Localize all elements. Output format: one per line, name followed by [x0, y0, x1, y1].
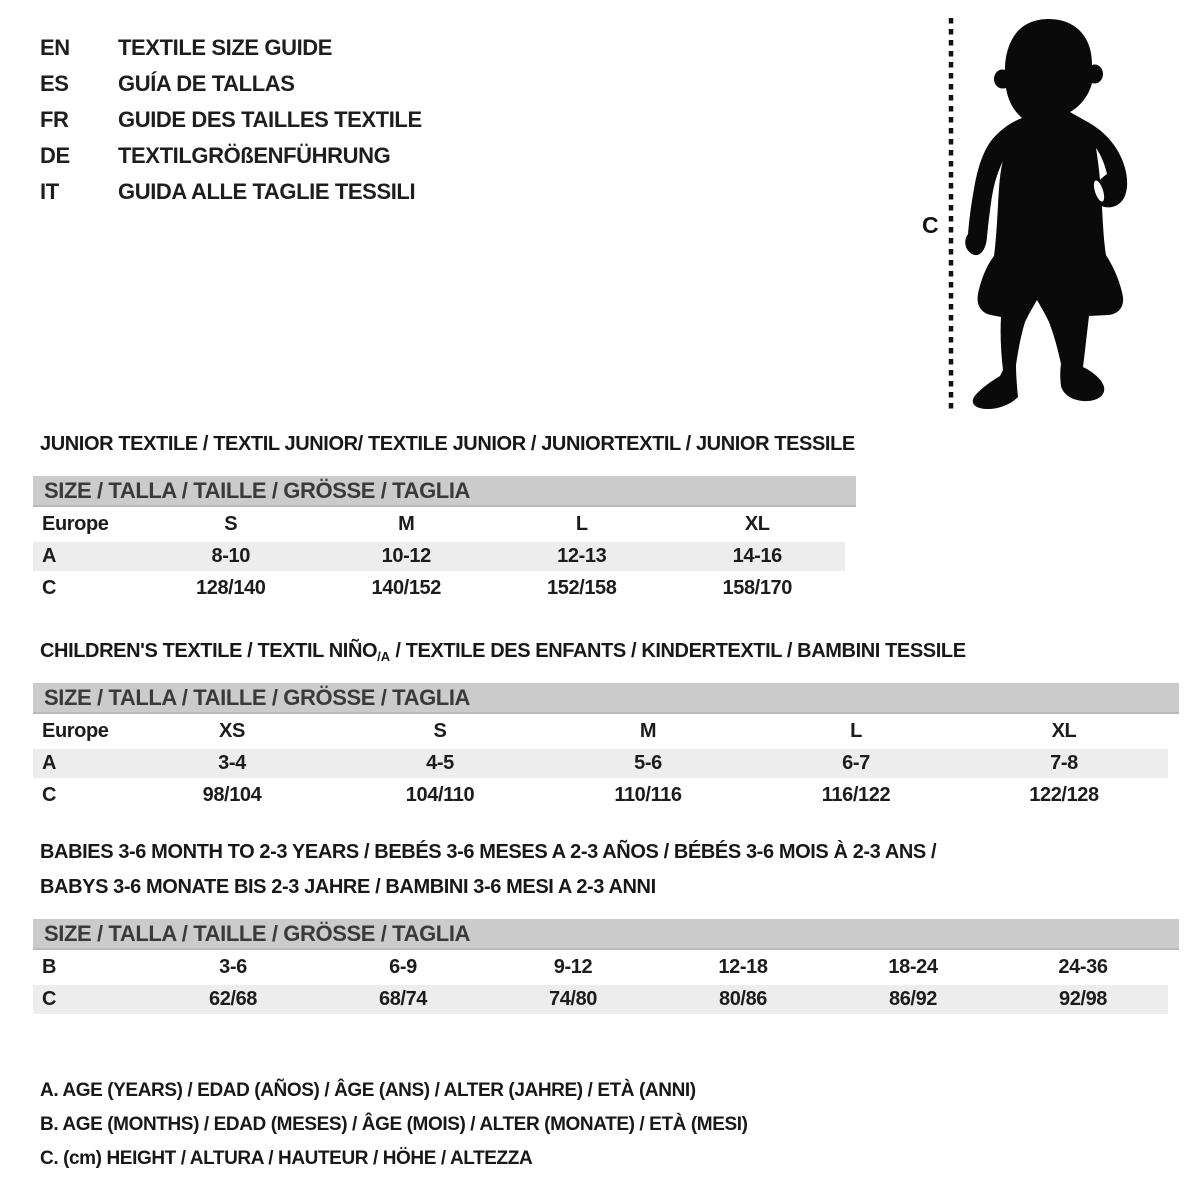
table-row [33, 953, 1168, 982]
row-label: Europe [42, 513, 109, 535]
table-row [33, 574, 845, 603]
cell-value: 3-6 [219, 956, 247, 978]
size-table-header: SIZE / TALLA / TAILLE / GRÖSSE / TAGLIA [33, 919, 1179, 950]
language-row [40, 66, 422, 102]
cell-value: 110/116 [614, 784, 682, 806]
cell-value: 86/92 [888, 988, 938, 1010]
table-row [33, 717, 1168, 746]
language-row [40, 138, 422, 174]
row-label: A [42, 752, 57, 774]
legend-line-age-months: B. AGE (MONTHS) / EDAD (MESES) / ÂGE (MOIS) / ALTER (MONATE) / ETÀ (MESI) [40, 1114, 748, 1135]
table-row [33, 542, 845, 571]
row-label: C [42, 784, 57, 806]
row-label: Europe [42, 720, 109, 742]
guide-title: TEXTILGRÖßENFÜHRUNG [118, 143, 391, 168]
language-code: FR [40, 107, 69, 132]
cell-value: 12-18 [718, 956, 768, 978]
cell-value: 62/68 [208, 988, 258, 1010]
legend-line-height-cm: C. (cm) HEIGHT / ALTURA / HAUTEUR / HÖHE / ALTEZZA [40, 1148, 533, 1169]
cell-value: 92/98 [1058, 988, 1108, 1010]
section-heading: BABIES 3-6 MONTH TO 2-3 YEARS / BEBÉS 3-6 MESES A 2-3 AÑOS / BÉBÉS 3-6 MOIS À 2-3 ANS / [40, 841, 937, 863]
cell-value: XL [744, 513, 770, 535]
language-row [40, 102, 422, 138]
baby-height-figure [905, 12, 1150, 420]
cell-value: 6-7 [842, 752, 870, 774]
cell-value: L [575, 513, 588, 535]
row-label: B [42, 956, 57, 978]
cell-value: 140/152 [371, 577, 441, 599]
size-table [33, 717, 1168, 810]
language-row [40, 30, 422, 66]
cell-value: 6-9 [389, 956, 417, 978]
language-title-list [40, 30, 422, 210]
size-table-header: SIZE / TALLA / TAILLE / GRÖSSE / TAGLIA [33, 476, 856, 507]
cell-value: 128/140 [196, 577, 266, 599]
section-heading: CHILDREN'S TEXTILE / TEXTIL $NIÑO_{/A}$ / TEXTILE DES ENFANTS / KINDERTEXTIL / BAMBINI TESSILE [40, 640, 966, 664]
section-heading: BABYS 3-6 MONATE BIS 2-3 JAHRE / BAMBINI 3-6 MESI A 2-3 ANNI [40, 876, 656, 898]
language-code: DE [40, 143, 70, 168]
cell-value: XL [1051, 720, 1077, 742]
section-junior-textile [33, 426, 856, 603]
guide-title: GUIDA ALLE TAGLIE TESSILI [118, 179, 416, 204]
section-heading: JUNIOR TEXTILE / TEXTIL JUNIOR/ TEXTILE JUNIOR / JUNIORTEXTIL / JUNIOR TESSILE [40, 433, 855, 455]
table-row [33, 985, 1168, 1014]
guide-title: GUÍA DE TALLAS [118, 71, 295, 96]
cell-value: M [398, 513, 415, 535]
cell-value: 12-13 [557, 545, 607, 567]
language-code: IT [40, 179, 59, 204]
cell-value: 80/86 [718, 988, 768, 1010]
row-label: A [42, 545, 57, 567]
cell-value: 104/110 [405, 784, 475, 806]
cell-value: 18-24 [888, 956, 938, 978]
cell-value: XS [219, 720, 245, 742]
guide-title: GUIDE DES TAILLES TEXTILE [118, 107, 422, 132]
cell-value: 7-8 [1050, 752, 1078, 774]
cell-value: L [850, 720, 862, 742]
legend-line-age-years: A. AGE (YEARS) / EDAD (AÑOS) / ÂGE (ANS) / ALTER (JAHRE) / ETÀ (ANNI) [40, 1080, 696, 1101]
language-code: EN [40, 35, 70, 60]
measure-legend [40, 1074, 748, 1176]
cell-value: 98/104 [202, 784, 262, 806]
guide-title: TEXTILE SIZE GUIDE [118, 35, 333, 60]
cell-value: 116/122 [821, 784, 891, 806]
cell-value: 4-5 [426, 752, 454, 774]
row-label: C [42, 988, 57, 1010]
cell-value: 24-36 [1058, 956, 1108, 978]
cell-value: 158/170 [722, 577, 792, 599]
cell-value: S [224, 513, 238, 535]
cell-value: S [433, 720, 447, 742]
cell-value: 9-12 [553, 956, 593, 978]
cell-value: 14-16 [732, 545, 782, 567]
table-row [33, 510, 845, 539]
cell-value: 5-6 [634, 752, 662, 774]
table-row [33, 749, 1168, 778]
cell-value: 74/80 [548, 988, 598, 1010]
size-table-header: SIZE / TALLA / TAILLE / GRÖSSE / TAGLIA [33, 683, 1179, 714]
cell-value: 3-4 [218, 752, 246, 774]
row-label: C [42, 577, 57, 599]
language-row [40, 174, 422, 210]
section-babies-textile [33, 834, 1179, 1014]
cell-value: 8-10 [211, 545, 250, 567]
cell-value: 152/158 [547, 577, 617, 599]
size-table [33, 510, 845, 603]
section-childrens-textile [33, 633, 1179, 810]
cell-value: M [639, 720, 657, 742]
table-row [33, 781, 1168, 810]
size-table [33, 953, 1168, 1014]
cell-value: 122/128 [1029, 784, 1099, 806]
cell-value: 10-12 [381, 545, 431, 567]
language-code: ES [40, 71, 69, 96]
height-measure-label: C [922, 212, 939, 238]
baby-silhouette [905, 12, 1150, 420]
cell-value: 68/74 [378, 988, 428, 1010]
